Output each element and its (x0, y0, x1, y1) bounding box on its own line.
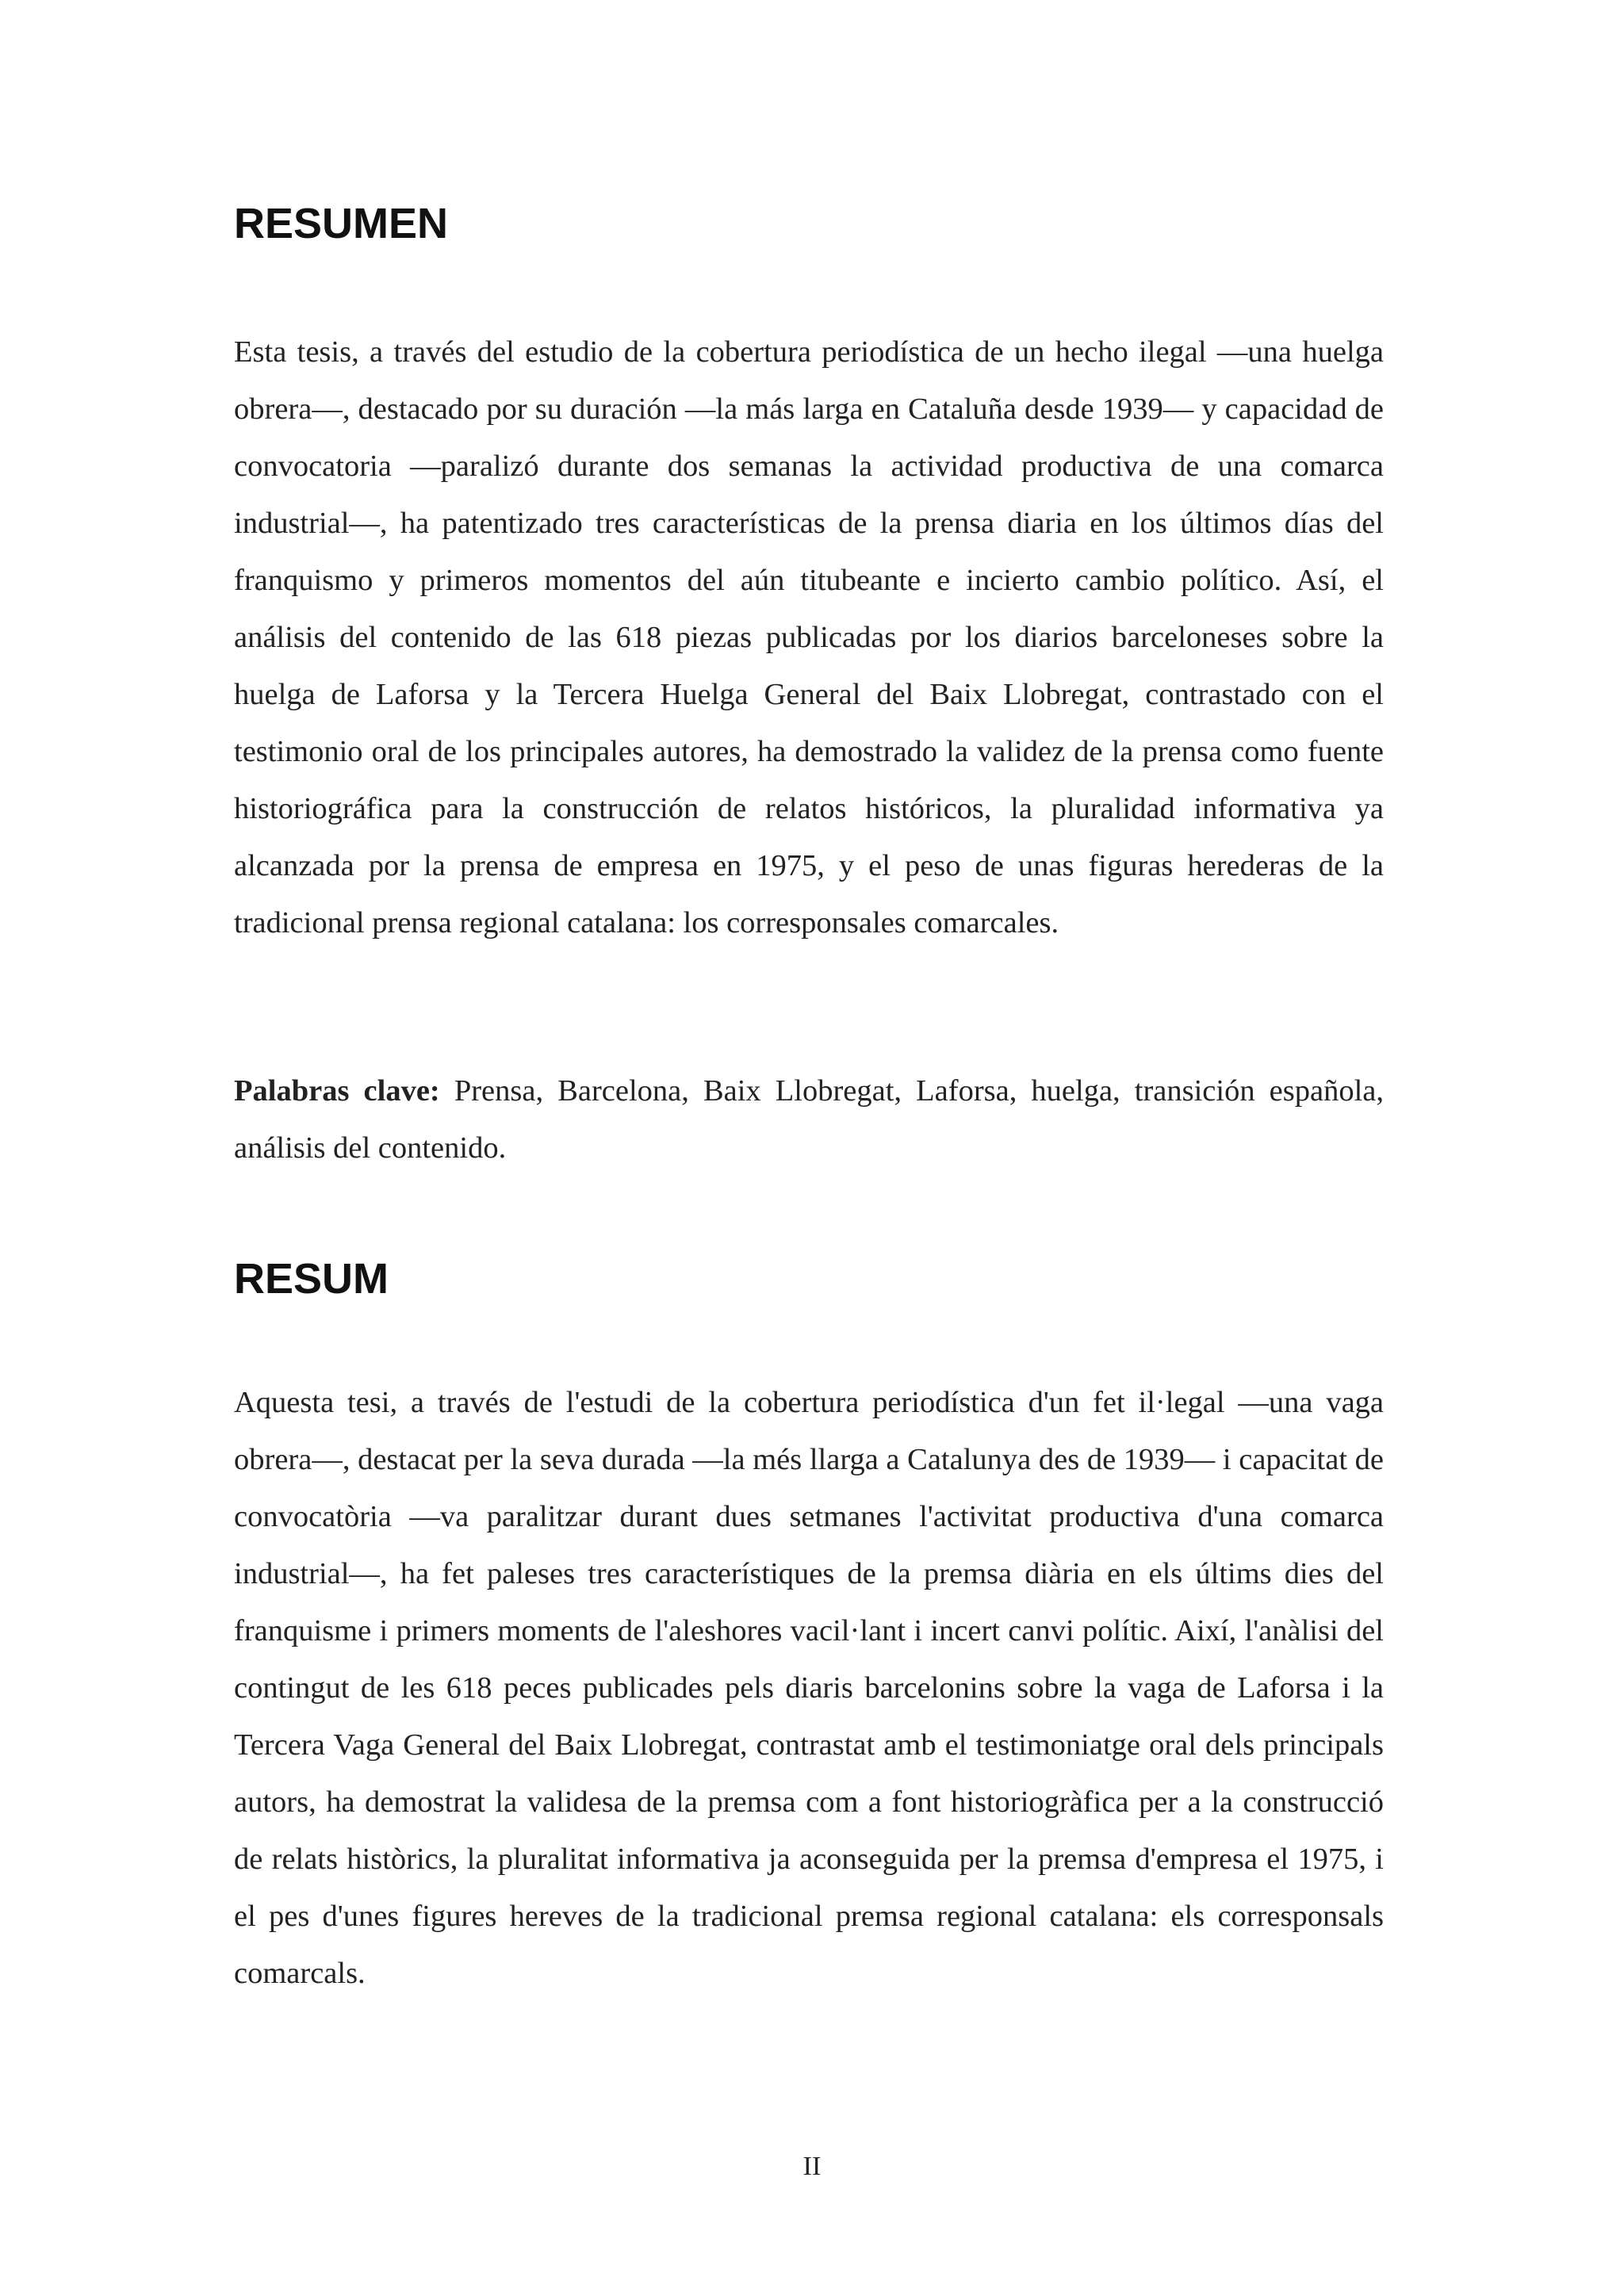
keywords-label: Palabras clave: (234, 1074, 440, 1108)
keywords-paragraph (234, 1062, 1384, 1177)
page-number: II (802, 2152, 822, 2181)
keywords-list: Prensa, Barcelona, Baix Llobregat, Laforsa, huelga, transición española, análisis del contenido. (234, 1074, 1384, 1165)
abstract-paragraph-spanish: Esta tesis, a través del estudio de la cobertura periodística de un hecho ilegal —una huelga obrera—, destacado por su duración —la más larga en Cataluña desde 1939— y capacidad de convocatoria —paralizó durante dos semanas la actividad productiva de una comarca industrial—, ha patentizado tres características de la prensa diaria en los últimos días del franquismo y primeros momentos del aún titubeante e incierto cambio político. Así, el análisis del contenido de las 618 piezas publicadas por los diarios barceloneses sobre la huelga de Laforsa y la Tercera Huelga General del Baix Llobregat, contrastado con el testimonio oral de los principales autores, ha demostrado la validez de la prensa como fuente historiográfica para la construcción de relatos históricos, la pluralidad informativa ya alcanzada por la prensa de empresa en 1975, y el peso de unas figuras herederas de la tradicional prensa regional catalana: los corresponsales comarcales. (234, 335, 1384, 939)
abstract-paragraph-catalan: Aquesta tesi, a través de l'estudi de la cobertura periodística d'un fet il·legal —una vaga obrera—, destacat per la seva durada —la més llarga a Catalunya des de 1939— i capacitat de convocatòria —va paralitzar durant dues setmanes l'activitat productiva d'una comarca industrial—, ha fet paleses tres característiques de la premsa diària en els últims dies del franquisme i primers moments de l'aleshores vacil·lant i incert canvi polític. Així, l'anàlisi del contingut de les 618 peces publicades pels diaris barcelonins sobre la vaga de Laforsa i la Tercera Vaga General del Baix Llobregat, contrastat amb el testimoniatge oral dels principals autors, ha demostrat la validesa de la premsa com a font historiogràfica per a la construcció de relats històrics, la pluralitat informativa ja aconseguida per la premsa d'empresa el 1975, i el pes d'unes figures hereves de la tradicional premsa regional catalana: els corresponsals comarcals. (234, 1386, 1384, 1990)
section-heading-resumen: RESUMEN (234, 200, 449, 247)
section-heading-resum: RESUM (234, 1255, 389, 1303)
